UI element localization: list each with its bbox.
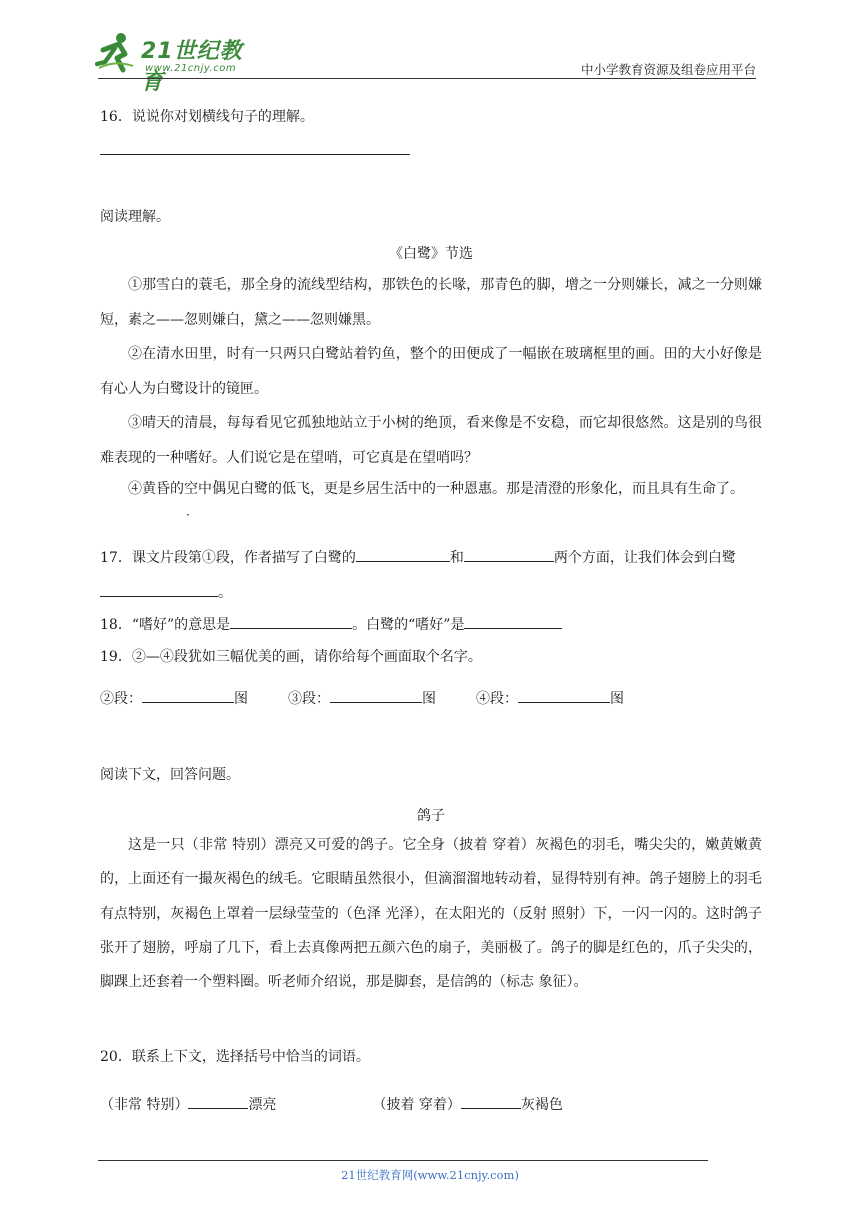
question-19: 19．②—④段犹如三幅优美的画，请你给每个画面取个名字。: [100, 649, 482, 665]
question-18: [100, 612, 562, 635]
answer-blank-17-1[interactable]: [356, 545, 450, 562]
answer-blank-18-1[interactable]: [230, 612, 352, 629]
answer-blank-19-2[interactable]: [330, 686, 422, 703]
passage-title-gezi: 鸽子: [417, 808, 445, 824]
emphasized-word: 嗜好 · ·: [184, 450, 212, 466]
paragraph-3: [100, 406, 762, 475]
question-16: 16．说说你对划横线句子的理解。: [100, 109, 314, 125]
paragraph-3-part-a: ③晴天的清晨，每每看见它孤独地站立于小树的绝顶，看来像是不安稳，而它却很悠然。这是别的鸟很难表现的一种: [100, 415, 762, 466]
q19-label-4: ④段：: [476, 691, 518, 707]
paragraph-1: ①那雪白的蓑毛，那全身的流线型结构，那铁色的长喙，那青色的脚，增之一分则嫌长，减之一分则嫌短，素之——忽则嫌白，黛之——忽则嫌黑。: [100, 277, 762, 328]
q19-suffix-3: 图: [610, 691, 624, 707]
section-intro-reading: 阅读理解。: [100, 209, 170, 225]
question-20-options: [100, 1092, 563, 1115]
q20-options-1: （非常 特别）: [100, 1097, 189, 1113]
q17-text-a: 17．课文片段第①段，作者描写了白鹭的: [100, 550, 356, 566]
passage-title-bailu: 《白鹭》节选: [389, 246, 473, 262]
q20-word-1: 漂亮: [248, 1097, 277, 1113]
logo-title: 21世纪教育: [141, 39, 243, 95]
answer-blank-19-1[interactable]: [142, 686, 234, 703]
paragraph-2: ②在清水田里，时有一只两只白鹭站着钓鱼，整个的田便成了一幅嵌在玻璃框里的画。田的大小好像是有心人为白鹭设计的镜匣。: [100, 346, 762, 397]
q18-text-b: 。白鹭的“嗜好”是: [352, 617, 465, 633]
answer-blank-20-2[interactable]: [461, 1092, 521, 1109]
q20-word-2: 灰褐色: [520, 1097, 563, 1113]
question-17: [100, 545, 736, 568]
platform-name: 中小学教育资源及组卷应用平台: [580, 62, 756, 77]
q19-label-2: ②段：: [100, 691, 142, 707]
answer-blank-18-2[interactable]: [464, 612, 562, 629]
q20-options-2: （披着 穿着）: [372, 1097, 461, 1113]
logo-url: www.21cnjy.com: [145, 63, 237, 74]
runner-logo-icon: [95, 32, 135, 74]
section-intro-read-answer: 阅读下文，回答问题。: [100, 767, 240, 783]
answer-line-16[interactable]: [100, 154, 410, 155]
question-17-continued: [100, 580, 232, 603]
answer-blank-17-3[interactable]: [100, 580, 218, 597]
q19-suffix-2: 图: [422, 691, 436, 707]
answer-blank-19-3[interactable]: [518, 686, 610, 703]
footer-link[interactable]: 21世纪教育网(www.21cnjy.com): [341, 1168, 519, 1182]
footer-divider: [98, 1160, 708, 1161]
paragraph-4: ④黄昏的空中偶见白鹭的低飞，更是乡居生活中的一种恩惠。那是清澄的形象化，而且具有生命了。: [128, 481, 744, 497]
answer-blank-17-2[interactable]: [464, 545, 554, 562]
q19-suffix-1: 图: [234, 691, 248, 707]
q17-text-b: 和: [449, 550, 464, 566]
site-logo[interactable]: [95, 30, 265, 95]
q19-label-3: ③段：: [288, 691, 330, 707]
pigeon-passage: 这是一只（非常 特别）漂亮又可爱的鸽子。它全身（披着 穿着）灰褐色的羽毛，嘴尖尖的，嫩黄嫩黄的，上面还有一撮灰褐色的绒毛。它眼睛虽然很小，但滴溜溜地转动着，显得特别有神。鸽子翅膀上的羽毛有点特别，灰褐色上罩着一层绿莹莹的（色泽 光泽），在太阳光的（反射 照射）下，一闪一闪的。这时鸽子张开了翅膀，呼扇了几下，看上去真像两把五颜六色的扇子，美丽极了。鸽子的脚是红色的，爪子尖尖的，脚踝上还套着一个塑料圈。听老师介绍说，那是脚套，是信鸽的（标志 象征）。: [100, 837, 762, 991]
paragraph-3-part-b: 。人们说它是在望哨，可它真是在望哨吗？: [212, 449, 478, 466]
question-19-answers: [100, 686, 624, 709]
question-20: 20．联系上下文，选择括号中恰当的词语。: [100, 1049, 370, 1065]
q17-text-c: 两个方面，让我们体会到白鹭: [553, 550, 736, 566]
q18-text-a: 18．“嗜好”的意思是: [100, 617, 231, 633]
answer-blank-20-1[interactable]: [188, 1092, 248, 1109]
header-divider: [98, 78, 756, 79]
q17-text-d: 。: [218, 585, 232, 601]
